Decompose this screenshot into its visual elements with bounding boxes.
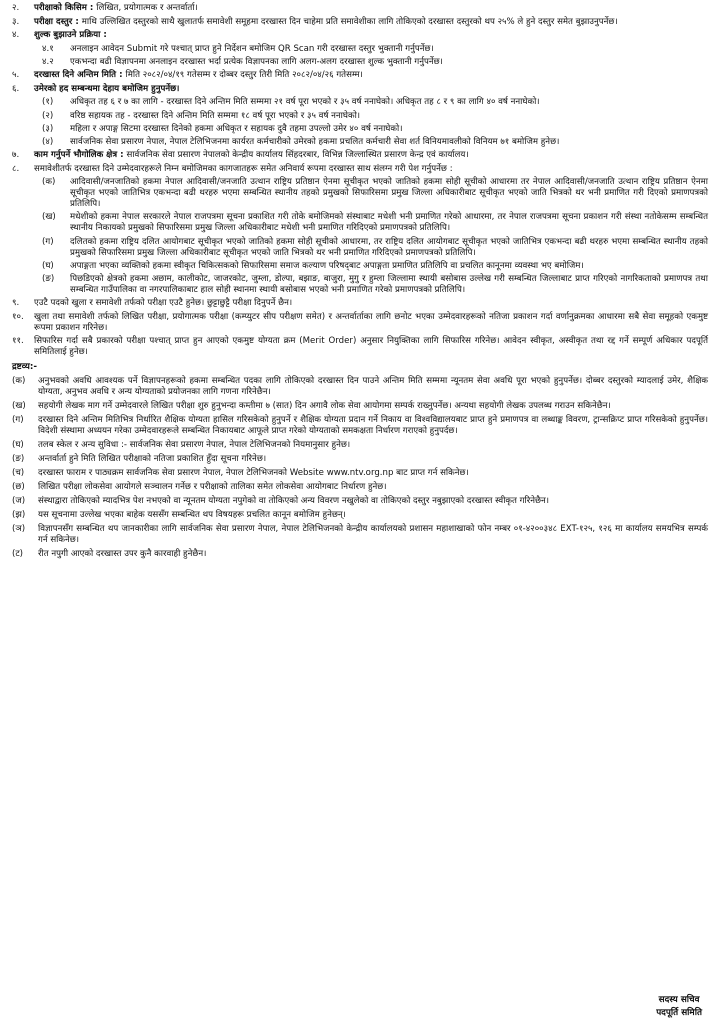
- item-label: शुल्क बुझाउने प्रक्रिया: [34, 30, 101, 41]
- note-text: रीत नपुगी आएको दरखास्त उपर कुनै कारवाही हुनेछैन।: [38, 549, 207, 560]
- doc-text: अपाङ्गता भएका व्यक्तिको हकमा स्वीकृत चिकित्सकको सिफारिसमा समाज कल्याण परिषद्‌बाट अपाङ्गता प्रमाणित प्रतिलिपि वा प्रचलित कानूनमा व्यवस्था भए बमोजिम।: [70, 260, 584, 271]
- age-rule: [42, 124, 708, 135]
- item-text: सार्वजनिक सेवा प्रसारण नेपालको केन्द्रीय कार्यालय सिंहदरबार, विभिन्न जिल्लास्थित प्रसारण केन्द्र एवं कार्यालय।: [126, 150, 469, 161]
- item-label: परीक्षाको किसिम: [34, 3, 87, 13]
- note-number: (च): [12, 468, 25, 479]
- item-age-limit: [12, 84, 708, 95]
- note-text: तलब स्केल र अन्य सुविधा :- सार्वजनिक सेवा प्रसारण नेपाल, नेपाल टेलिभिजनको नियमानुसार हुनेछ।: [38, 440, 351, 451]
- age-rule-text: वरिष्ठ सहायक तह - दरखास्त दिने अन्तिम मिति सम्ममा १८ वर्ष पूरा भएको र ३५ वर्ष ननाघेको।: [70, 110, 361, 121]
- age-rule: [42, 137, 708, 148]
- item-same-exam: [12, 298, 708, 309]
- item-number: ६.: [12, 83, 20, 94]
- item-number: ९.: [12, 298, 20, 309]
- age-rule-number: (२): [42, 110, 54, 121]
- notes-heading: द्रष्टव्य:-: [12, 362, 38, 373]
- item-number: ४.: [12, 30, 20, 41]
- doc-text: पिछडिएको क्षेत्रको हकमा अछाम, कालीकोट, जाजरकोट, जुम्ला, डोल्पा, बझाङ, बाजुरा, मुगु र हुम्ला जिल्लामा स्थायी बसोबास उल्लेख गरी सम्बन्धित जिल्लाबाट प्राप्त गरिएको नागरिकताको प्रमाणपत्र तथा सम्बन्धित गाउँपालिका वा नगरपालिकाबाट हाल सोही स्थानमा स्थायी बसोबास भएको भनी प्रमाणित गरेको प्रमाणपत्रको प्रतिलिपि।: [70, 274, 708, 296]
- doc-number: (घ): [42, 260, 54, 271]
- item-fee-process: ४. शुल्क बुझाउने प्रक्रिया :: [12, 30, 107, 41]
- item-label: उमेरको हद सम्बन्धमा देहाय बमोजिम हुनुपर्नेछ।: [34, 83, 180, 94]
- note-item: [12, 401, 708, 412]
- note-text: संस्थाद्वारा तोकिएको म्यादभित्र पेश नभएको वा न्यूनतम योग्यता नपुगेको वा तोकिएको अन्य विवरण नखुलेको वा तोकिएको दस्तुर नबुझाएको दरखास्त स्वीकृत गरिनेछैन।: [38, 496, 550, 507]
- note-item: [12, 482, 708, 493]
- note-text: दरखास्त दिने अन्तिम मितिभित्र निर्धारित शैक्षिक योग्यता हासिल गरिसकेको हुनुपर्ने र शैक्षिक योग्यता प्रदान गर्ने निकाय वा विश्वविद्यालयबाट प्राप्त हुने प्रमाणपत्र वा लब्धाङ्क विवरण, ट्रान्सक्रिप्ट प्राप्त गरिसकेको हुनुपर्नेछ। विदेशी संस्थामा अध्ययन गरेका उम्मेदवारहरूले सम्बन्धित निकायबाट आफूले प्राप्त गरेको योग्यताको समकक्षता निर्धारण गराएको हुनुपर्दछ।: [38, 415, 708, 437]
- age-rule-text: अधिकृत तह ६ र ७ का लागि - दरखास्त दिने अन्तिम मिति सम्ममा २१ वर्ष पूरा भएको र ३५ वर्ष ननाघेको। अधिकृत तह ८ र ९ का लागि ४० वर्ष ननाघेको।: [70, 97, 540, 108]
- fee-step-text: अनलाइन आवेदन Submit गरे पश्चात् प्राप्त हुने निर्देशन बमोजिम QR Scan गरी दरखास्त दस्तुर भुक्तानी गर्नुपर्नेछ।: [70, 43, 434, 54]
- note-item: [12, 496, 708, 507]
- signature-committee: पदपूर्ति समिति: [656, 1008, 702, 1018]
- doc-number: (ग): [42, 236, 54, 247]
- note-item: [12, 524, 708, 546]
- note-item: [12, 454, 708, 465]
- item-text: समावेशीतर्फ दरखास्त दिने उम्मेदवारहरूले निम्न बमोजिमका कागजातहरू समेत अनिवार्य रूपमा दरखास्त साथ संलग्न गरी पेश गर्नुपर्नेछ :: [34, 163, 453, 174]
- item-text: माथि उल्लिखित दस्तुरको साथै खुलातर्फ समावेशी समूहमा दरखास्त दिन चाहेमा प्रति समावेशीका लागि तोकिएको दरखास्त दस्तुरको थप २५% ले हुने दस्तुर समेत बुझाउनुपर्नेछ।: [81, 16, 618, 27]
- note-number: (ङ): [12, 454, 25, 465]
- signature-title: सदस्य सचिव: [658, 995, 700, 1005]
- fee-step-number: ४.१: [42, 43, 54, 54]
- item-inclusive-docs: [12, 164, 708, 175]
- item-number: ११.: [12, 336, 24, 347]
- item-text: खुला तथा समावेशी तर्फको लिखित परीक्षा, प्रयोगात्मक परीक्षा (कम्प्युटर सीप परीक्षण समेत) र अन्तर्वार्ताका लागि छनोट भएका उम्मेदवारहरूको नतिजा प्रकाशन गर्दा वर्णानुक्रमका आधारमा सबै सेवा समूहको एकमुष्ट रूपमा प्रकाशन गरिनेछ।: [34, 311, 708, 333]
- note-text: अनुभवको अवधि आवश्यक पर्ने विज्ञापनहरूको हकमा सम्बन्धित पदका लागि तोकिएको दरखास्त दिन पाउने अन्तिम मिति सम्ममा न्यूनतम सेवा अवधि पूरा भएको हुनुपर्नेछ। दोब्बर दस्तुरको म्यादलाई उमेर, शैक्षिक योग्यता, अनुभव अवधि र अन्य योग्यताको प्रयोजनका लागि गणना गरिनेछैन।: [38, 376, 708, 398]
- age-rule: [42, 97, 708, 108]
- note-text: यस सूचनामा उल्लेख भएका बाहेक यससँग सम्बन्धित थप विषयहरू प्रचलित कानून बमोजिम हुनेछन्।: [38, 510, 346, 521]
- item-number: ३.: [12, 16, 20, 27]
- age-rule-number: (३): [42, 123, 54, 134]
- note-text: विज्ञापनसँग सम्बन्धित थप जानकारीका लागि सार्वजनिक सेवा प्रसारण नेपाल, नेपाल टेलिभिजनको केन्द्रीय कार्यालयको प्रशासन महाशाखाको फोन नम्बर ०१-४२००३४८ EXT-१२५, १२६ मा कार्यालय समयभित्र सम्पर्क गर्न सकिनेछ।: [38, 524, 708, 546]
- note-number: (घ): [12, 440, 24, 451]
- doc-requirement: [42, 261, 708, 272]
- age-rule-text: महिला र अपाङ्ग सिटमा दरखास्त दिनेको हकमा अधिकृत र सहायक दुवै तहमा उपल्लो उमेर ४० वर्ष ननाघेको।: [70, 123, 403, 134]
- note-number: (ञ): [12, 524, 26, 535]
- note-item: [12, 440, 708, 451]
- item-work-area: ७. काम गर्नुपर्ने भौगोलिक क्षेत्र : सार्वजनिक सेवा प्रसारण नेपालको केन्द्रीय कार्यालय सिंहदरबार, विभिन्न जिल्लास्थित प्रसारण केन्द्र एवं कार्यालय।: [12, 150, 469, 161]
- signature-block: [656, 994, 702, 1020]
- item-number: २.: [12, 3, 20, 13]
- note-text: दरखास्त फाराम र पाठ्यक्रम सार्वजनिक सेवा प्रसारण नेपाल, नेपाल टेलिभिजनको Website www.ntv.org.np बाट प्राप्त गर्न सकिनेछ।: [38, 468, 469, 479]
- doc-number: (ङ): [42, 274, 55, 285]
- item-exam-type: २. परीक्षाको किसिम : लिखित, प्रयोगात्मक र अन्तर्वार्ता।: [12, 3, 198, 13]
- fee-step: [42, 44, 708, 55]
- item-deadline: ५. दरखास्त दिने अन्तिम मिति : मिति २०८२/०४/१९ गतेसम्म र दोब्बर दस्तुर तिरी मिति २०८२/०४/२६ गतेसम्म।: [12, 70, 363, 81]
- item-merit-order: [12, 336, 708, 358]
- doc-text: दलितको हकमा राष्ट्रिय दलित आयोगबाट सूचीकृत भएको जातिको हकमा सोही सूचीको आधारमा, तर राष्ट्रिय दलित आयोगबाट सूचीकृत भएको जातिभित्र एकभन्दा बढी थरहरु भएमा सम्बन्धित स्थानीय तहको प्रमुखको सिफारिसमा प्रमुख जिल्ला अधिकारीबाट सूचीकृत भएको जाति भित्रको थर भनी प्रमाणित गरिदिएको प्रमाणपत्रको प्रतिलिपि।: [70, 236, 708, 258]
- item-text: सिफारिस गर्दा सबै प्रकारको परीक्षा पश्चात् प्राप्त हुन आएको एकमुष्ट योग्यता क्रम (Merit Order) अनुसार नियुक्तिका लागि सिफारिस गरिनेछ। आवेदन स्वीकृत, अस्वीकृत तथा रद्द गर्ने सम्पूर्ण अधिकार पदपूर्ति समितिलाई हुनेछ।: [34, 336, 708, 358]
- item-text: एउटै पदको खुला र समावेशी तर्फको परीक्षा एउटै हुनेछ। छुट्टाछुट्टै परीक्षा दिनुपर्ने छैन।: [34, 298, 293, 309]
- doc-requirement: [42, 237, 708, 259]
- doc-requirement: [42, 177, 708, 210]
- note-text: अन्तर्वार्ता हुने मिति लिखित परीक्षाको नतिजा प्रकाशित हुँदा सूचना गरिनेछ।: [38, 454, 267, 465]
- item-label: काम गर्नुपर्ने भौगोलिक क्षेत्र: [34, 150, 118, 161]
- fee-step-number: ४.२: [42, 56, 54, 67]
- note-number: (झ): [12, 510, 26, 521]
- doc-text: मधेशीको हकमा नेपाल सरकारले नेपाल राजपत्रमा सूचना प्रकाशित गरी तोके बमोजिमको संस्थाबाट मधेशी भनी प्रमाणित गरेको आधारमा, तर नेपाल राजपत्रमा सूचना प्रकाशन गरी संस्था नतोकेसम्म सम्बन्धित स्थानीय निकायको प्रमुखको सिफारिसमा प्रमुख जिल्ला अधिकारीबाट मधेशी भनी प्रमाणित गरिदिएको प्रमाणपत्रको प्रतिलिपि।: [70, 212, 708, 234]
- item-text: मिति २०८२/०४/१९ गतेसम्म र दोब्बर दस्तुर तिरी मिति २०८२/०४/२६ गतेसम्म।: [125, 70, 363, 81]
- doc-number: (क): [42, 177, 56, 188]
- doc-text: आदिवासी/जनजातिको हकमा नेपाल आदिवासी/जनजाति उत्थान राष्ट्रिय प्रतिष्ठान ऐनमा सूचीकृत भएको जातिको हकमा सोही सूचीको आधारमा तर नेपाल आदिवासी/जनजाति उत्थान राष्ट्रिय प्रतिष्ठान ऐनमा सूचीकृत भएको जातिभित्र एकभन्दा बढी थरहरु भएमा सम्बन्धित स्थानीय तहको प्रमुखको सिफारिसमा प्रमुख जिल्ला अधिकारीबाट सूचीकृत भएको जाति भित्रको थर भनी प्रमाणित गरी दिएको प्रमाणपत्रको प्रतिलिपि।: [70, 177, 708, 210]
- item-text: लिखित, प्रयोगात्मक र अन्तर्वार्ता।: [96, 3, 198, 13]
- note-number: (ट): [12, 549, 24, 560]
- item-result-publication: [12, 312, 708, 334]
- note-number: (ज): [12, 496, 26, 507]
- item-number: ८.: [12, 163, 20, 174]
- item-number: १०.: [12, 311, 24, 322]
- age-rule: [42, 111, 708, 122]
- note-item: [12, 549, 708, 560]
- fee-step-text: एकभन्दा बढी विज्ञापनमा अनलाइन दरखास्त भर्दा प्रत्येक विज्ञापनका लागि अलग-अलग दरखास्त शुल्क भुक्तानी गर्नुपर्नेछ।: [70, 56, 443, 67]
- note-item: [12, 510, 708, 521]
- age-rule-number: (४): [42, 136, 54, 147]
- note-item: [12, 415, 708, 437]
- item-number: ७.: [12, 150, 20, 161]
- note-text: सहयोगी लेखक माग गर्ने उम्मेदवारले लिखित परीक्षा शुरु हुनुभन्दा कम्तीमा ७ (सात) दिन अगावै लोक सेवा आयोगमा सम्पर्क राख्नुपर्नेछ। अन्यथा सहयोगी लेखक उपलब्ध गराउन सकिनेछैन।: [38, 401, 611, 412]
- note-item: [12, 468, 708, 479]
- note-text: लिखित परीक्षा लोकसेवा आयोगले सञ्चालन गर्नेछ र परीक्षाको तालिका समेत लोकसेवा आयोगबाट निर्धारण हुनेछ।: [38, 482, 387, 493]
- item-exam-fee: ३. परीक्षा दस्तुर : माथि उल्लिखित दस्तुरको साथै खुलातर्फ समावेशी समूहमा दरखास्त दिन चाहेमा प्रति समावेशीका लागि तोकिएको दरखास्त दस्तुरको थप २५% ले हुने दस्तुर समेत बुझाउनुपर्नेछ।: [12, 16, 618, 27]
- doc-requirement: [42, 212, 708, 234]
- doc-number: (ख): [42, 212, 56, 223]
- note-number: (छ): [12, 482, 25, 493]
- item-number: ५.: [12, 70, 20, 81]
- age-rule-text: सार्वजनिक सेवा प्रसारण नेपाल, नेपाल टेलिभिजनमा कार्यरत कर्मचारीको उमेरको हकमा प्रचलित कर्मचारी सेवा शर्त विनियमावलीको विनियम ७१ बमोजिम हुनेछ।: [70, 136, 560, 147]
- note-number: (ख): [12, 401, 26, 412]
- item-label: परीक्षा दस्तुर: [34, 16, 73, 27]
- doc-requirement: [42, 274, 708, 296]
- note-item: [12, 376, 708, 398]
- note-number: (क): [12, 376, 26, 387]
- item-label: दरखास्त दिने अन्तिम मिति: [34, 70, 117, 81]
- fee-step: [42, 57, 708, 68]
- age-rule-number: (१): [42, 97, 54, 108]
- note-number: (ग): [12, 415, 24, 426]
